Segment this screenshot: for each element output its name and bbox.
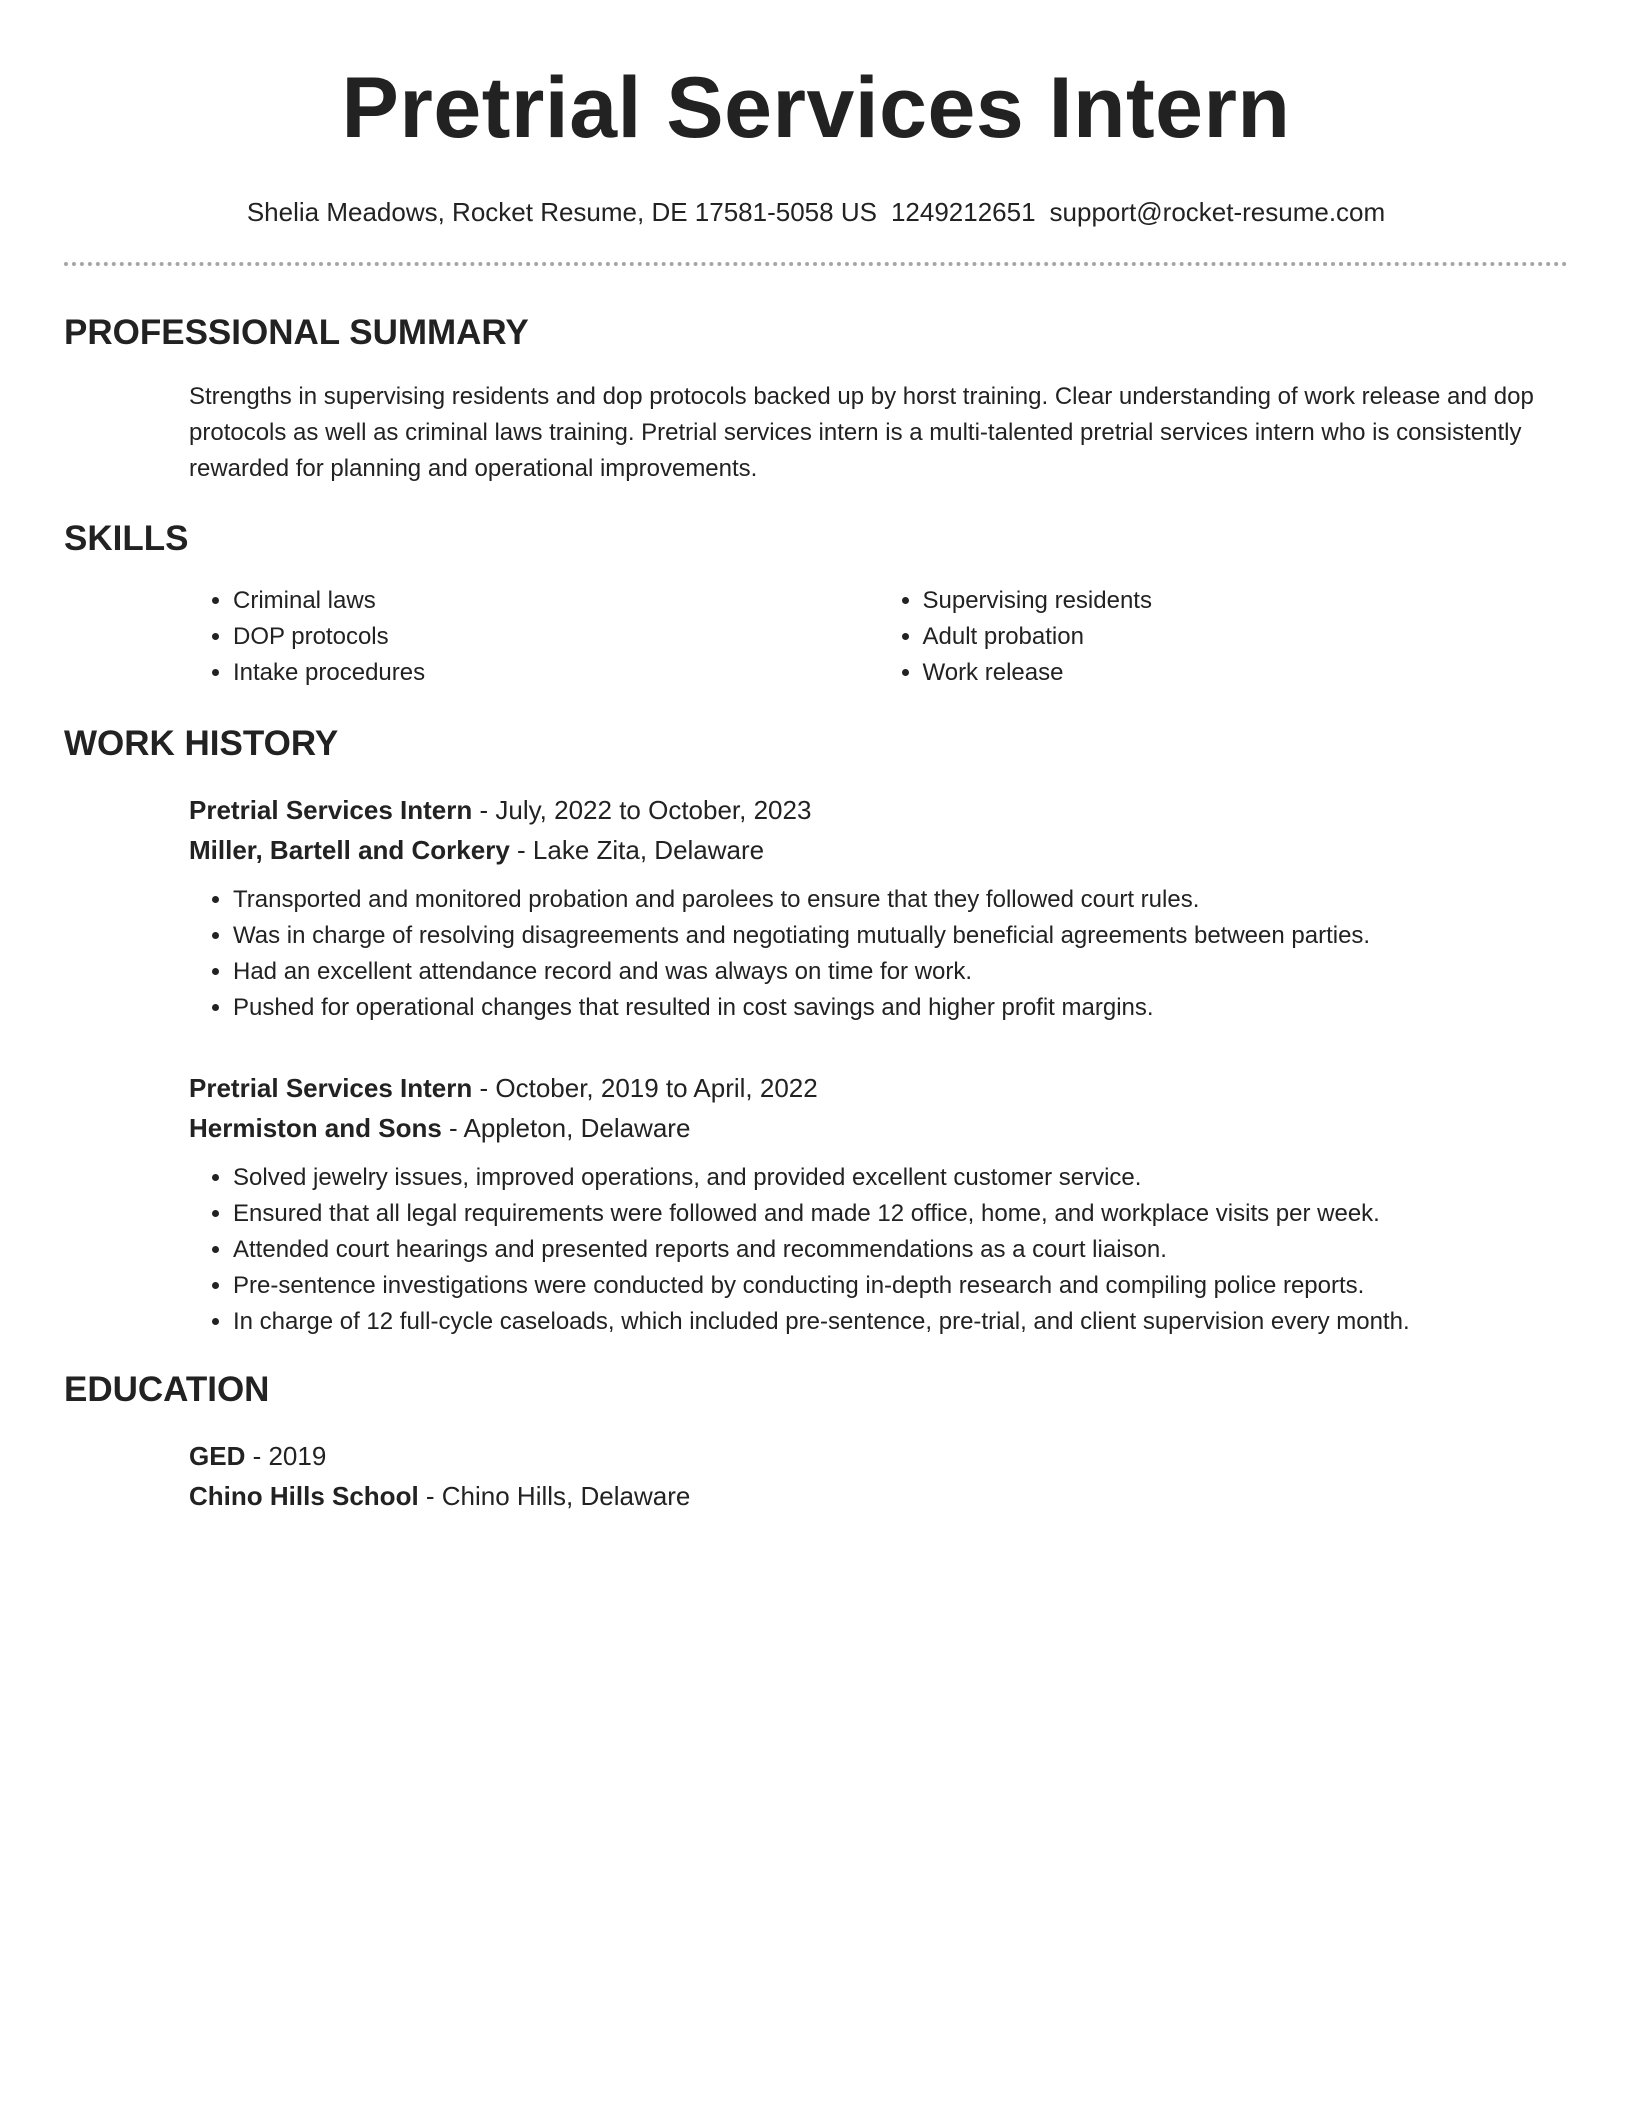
- education-year: - 2019: [245, 1441, 327, 1471]
- skills-list-left: [189, 583, 879, 691]
- education-degree: GED: [189, 1441, 246, 1471]
- job-bullet: • Pushed for operational changes that resulted in cost savings and higher profit margins.: [233, 990, 1568, 1026]
- job-company-line: [189, 1108, 1568, 1148]
- contact-phone: 1249212651: [890, 197, 1036, 227]
- job-title-line: [189, 1068, 1568, 1108]
- skills-heading: SKILLS: [64, 519, 189, 558]
- job-title: Pretrial Services Intern: [189, 795, 473, 825]
- job-bullet: • Solved jewelry issues, improved operations, and provided excellent customer service.: [233, 1160, 1568, 1196]
- job-bullet: • Attended court hearings and presented reports and recommendations as a court liaison.: [233, 1232, 1568, 1268]
- job-bullet: • Transported and monitored probation and parolees to ensure that they followed court rules.: [233, 882, 1568, 918]
- education-entry: [189, 1436, 1568, 1516]
- summary-text: Strengths in supervising residents and dop protocols backed up by horst training. Clear understanding of work release and dop protocols as well as criminal laws training. Pretrial services intern is a multi-talented pretrial services intern who is consistently rewarded for planning and operational improvements.: [189, 383, 1534, 482]
- skill-item: • Adult probation: [923, 619, 1569, 655]
- job-company-line: [189, 830, 1568, 870]
- job-bullets: [189, 1160, 1568, 1340]
- contact-email[interactable]: support@rocket-resume.com: [1049, 197, 1386, 227]
- skill-item: • Work release: [923, 655, 1569, 691]
- contact-address: Shelia Meadows, Rocket Resume, DE 17581-5058 US: [246, 197, 877, 227]
- skills-list-right: [879, 583, 1569, 691]
- job-title-line: [189, 790, 1568, 830]
- skills-grid: [189, 583, 1568, 691]
- education-degree-line: [189, 1436, 1568, 1476]
- education-location: - Chino Hills, Delaware: [418, 1481, 691, 1511]
- job-entry: [189, 790, 1568, 1026]
- work-history-heading: WORK HISTORY: [64, 724, 339, 763]
- education-school-line: [189, 1476, 1568, 1516]
- job-bullet: • Was in charge of resolving disagreements and negotiating mutually beneficial agreements between parties.: [233, 918, 1568, 954]
- skill-item: • Criminal laws: [233, 583, 879, 619]
- resume-title: Pretrial Services Intern: [341, 60, 1291, 156]
- job-location: - Lake Zita, Delaware: [509, 835, 765, 865]
- header-divider: [64, 262, 1568, 266]
- job-bullet: • Had an excellent attendance record and was always on time for work.: [233, 954, 1568, 990]
- summary-heading: PROFESSIONAL SUMMARY: [64, 313, 529, 352]
- job-bullet: • In charge of 12 full-cycle caseloads, which included pre-sentence, pre-trial, and client supervision every month.: [233, 1304, 1568, 1340]
- skill-item: • Intake procedures: [233, 655, 879, 691]
- resume-page: [64, 0, 1568, 1516]
- education-heading: EDUCATION: [64, 1370, 270, 1409]
- job-bullets: [189, 882, 1568, 1026]
- contact-line: [64, 196, 1568, 228]
- education-school: Chino Hills School: [189, 1481, 419, 1511]
- job-bullet: • Ensured that all legal requirements were followed and made 12 office, home, and workplace visits per week.: [233, 1196, 1568, 1232]
- job-dates: - July, 2022 to October, 2023: [472, 795, 812, 825]
- skill-item: • Supervising residents: [923, 583, 1569, 619]
- job-title: Pretrial Services Intern: [189, 1073, 473, 1103]
- job-company: Hermiston and Sons: [189, 1113, 442, 1143]
- job-location: - Appleton, Delaware: [441, 1113, 691, 1143]
- job-bullet: • Pre-sentence investigations were conducted by conducting in-depth research and compiling police reports.: [233, 1268, 1568, 1304]
- job-dates: - October, 2019 to April, 2022: [472, 1073, 818, 1103]
- job-entry: [189, 1068, 1568, 1340]
- skill-item: • DOP protocols: [233, 619, 879, 655]
- job-company: Miller, Bartell and Corkery: [189, 835, 510, 865]
